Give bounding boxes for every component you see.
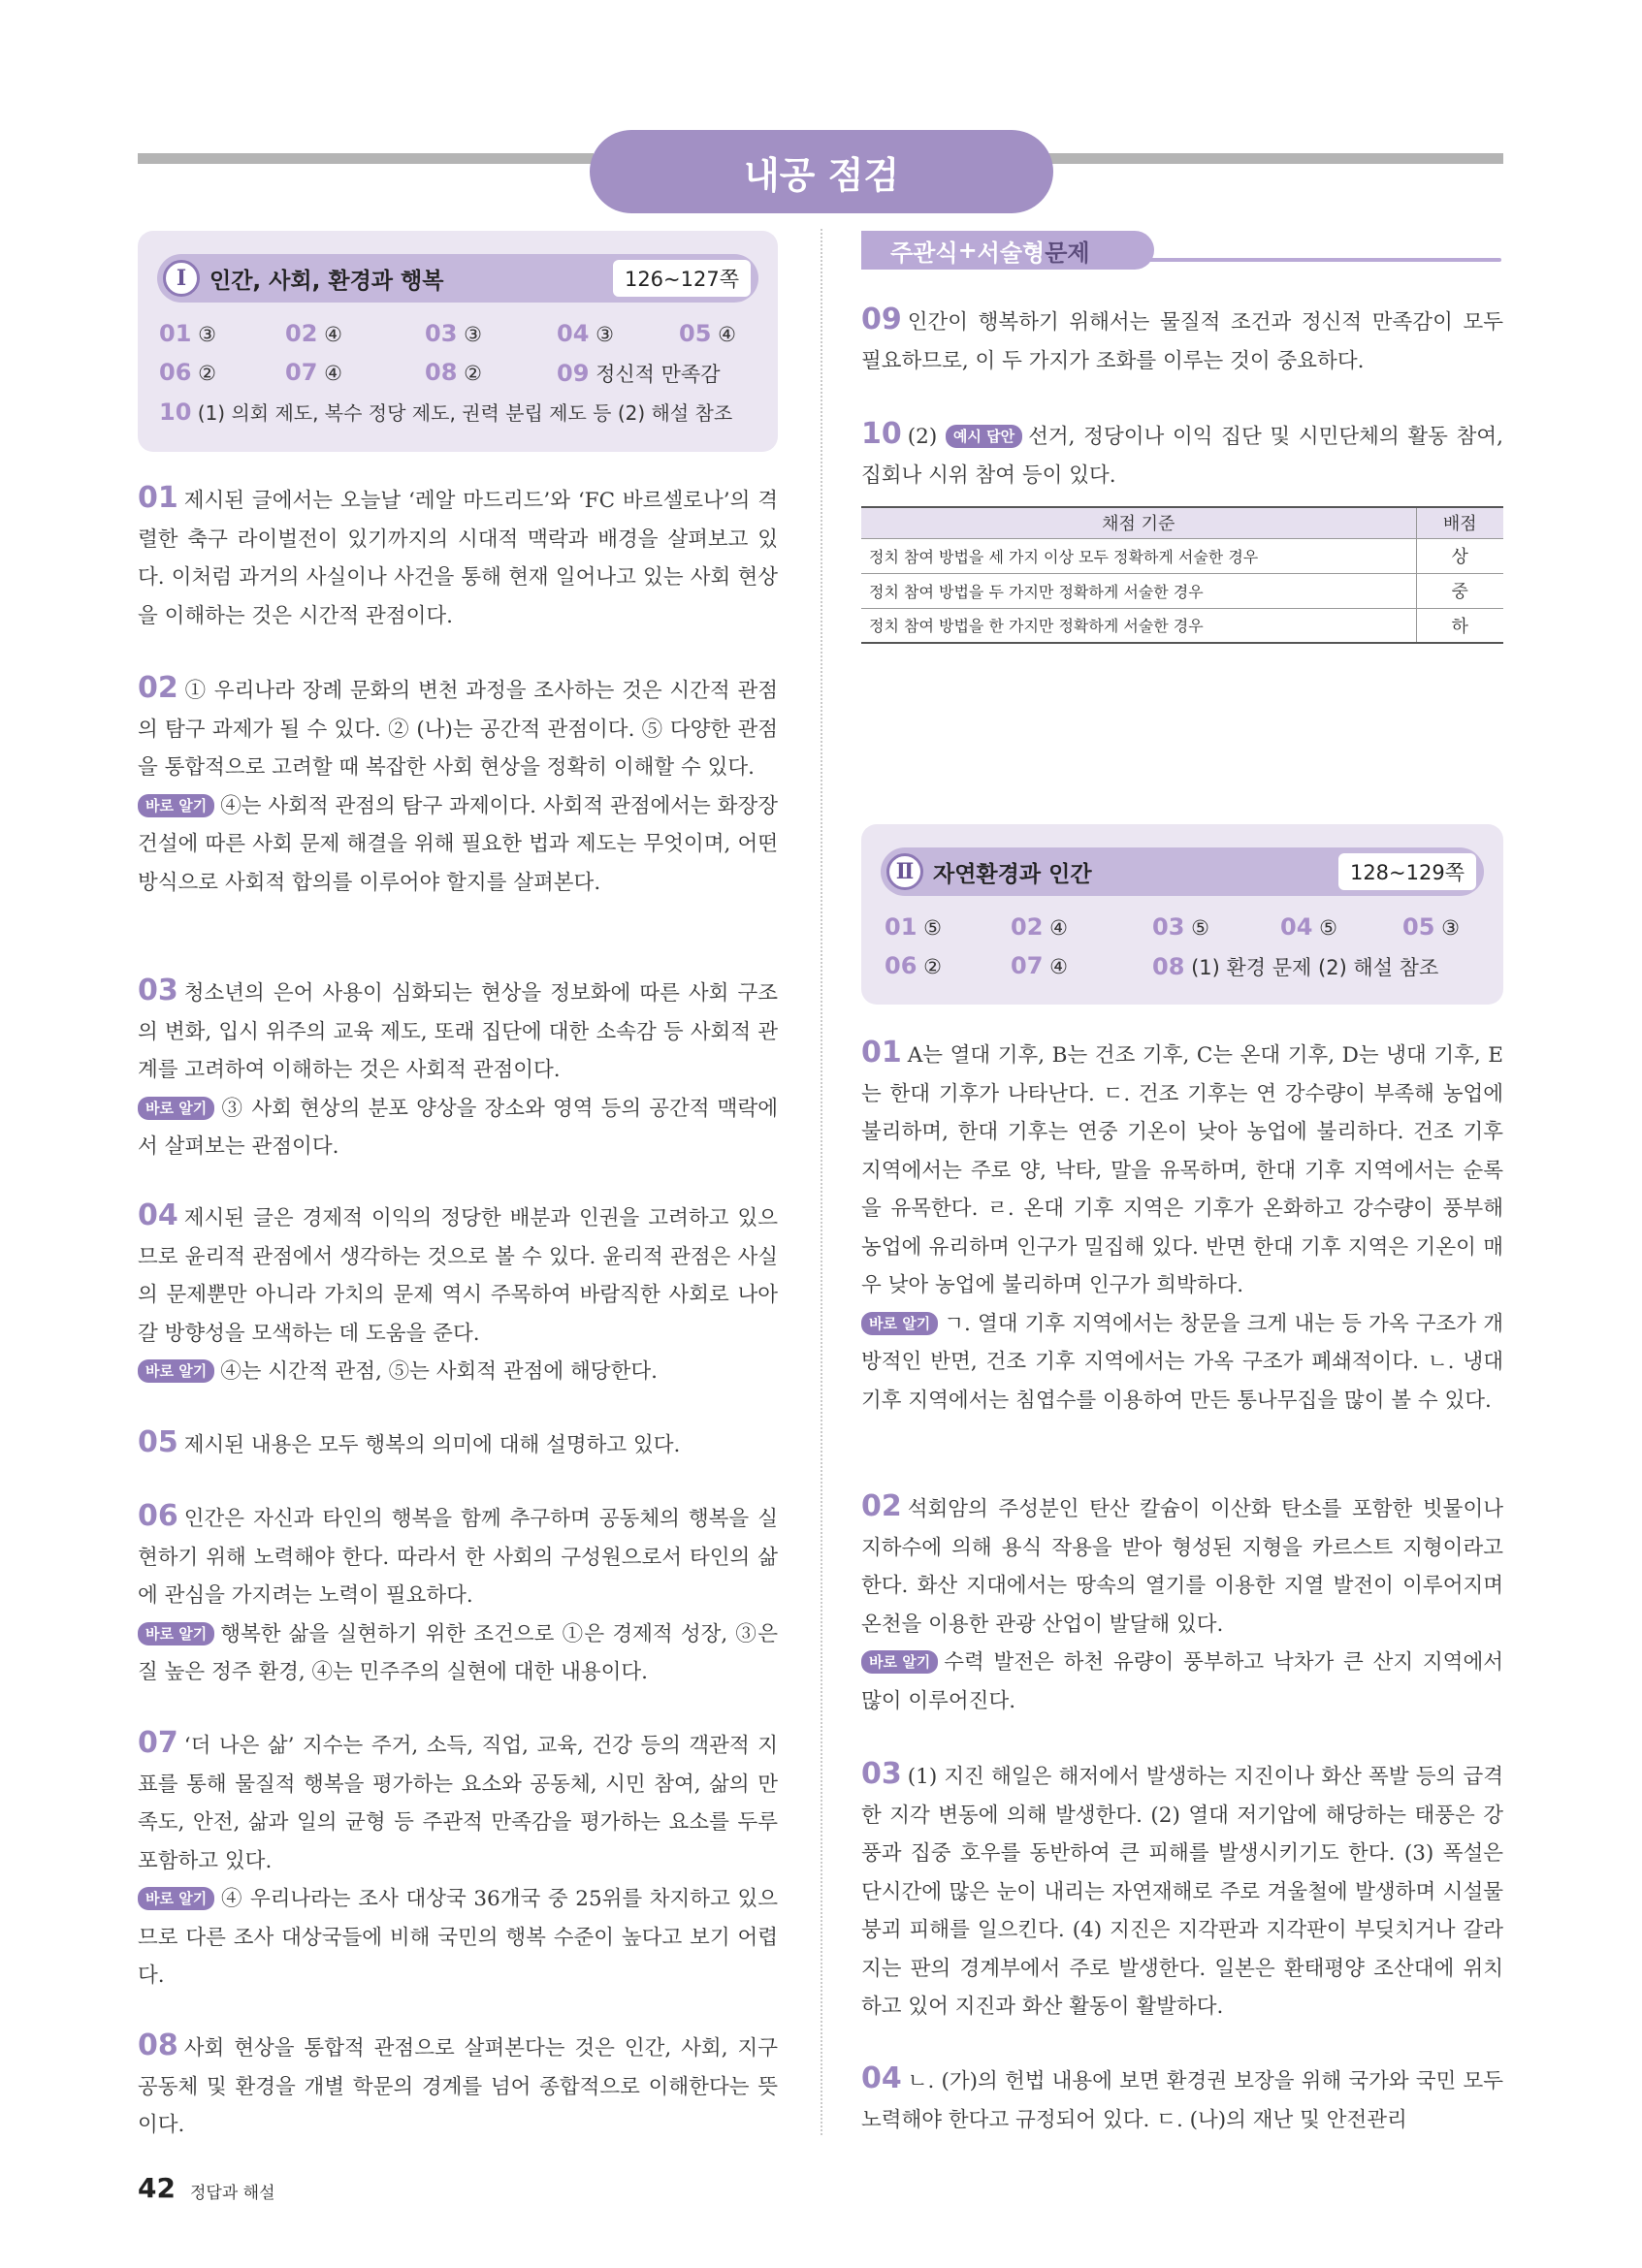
correction-tag: 바로 알기 xyxy=(138,1097,214,1120)
explanation-item: 03 (1) 지진 해일은 해저에서 발생하는 지진이나 화산 폭발 등의 급격한 지각 변동에 의해 발생한다. (2) 열대 저기압에 해당하는 태풍은 강풍과 집중 호우를 동반하여 큰 피해를 발생시키기도 한다. (3) 폭설은 단시간에 많은 눈이 내리는 자연재해로 주로 겨울철에 발생하며 시설물 붕괴 피해를 일으킨다. (4) 지진은 지각판과 지각판이 부딪치거나 갈라지는 판의 경계부에서 주로 발생한다. 일본은 환태평양 조산대에 위치하고 있어 지진과 화산 활동이 활발하다. xyxy=(861,1757,1503,2019)
page-range: 128~129쪽 xyxy=(1338,853,1476,890)
explanation-item: 02 ① 우리나라 장례 문화의 변천 과정을 조사하는 것은 시간적 관점의 탐구 과제가 될 수 있다. ② (나)는 공간적 관점이다. ⑤ 다양한 관점을 통합적으로 고려할 때 복잡한 사회 현상을 정확히 이해할 수 있다. 바로 알기 ④는 사회적 관점의 탐구 과제이다. 사회적 관점에서는 화장장 건설에 따른 사회 문제 해결을 위해 필요한 법과 제도는 무엇이며, 어떤 방식으로 사회적 합의를 이루어야 할지를 살펴본다. xyxy=(138,671,778,895)
unit-title: 인간, 사회, 환경과 행복 xyxy=(209,268,444,294)
correction-tag: 바로 알기 xyxy=(861,1650,938,1674)
answer-item: 01 ⑤ xyxy=(885,913,942,941)
explanation-item: 08 사회 현상을 통합적 관점으로 살펴본다는 것은 인간, 사회, 지구 공동체 및 환경을 개별 학문의 경계를 넘어 종합적으로 이해한다는 뜻이다. xyxy=(138,2028,778,2137)
table-row: 정치 참여 방법을 두 가지만 정확하게 서술한 경우 중 xyxy=(861,573,1503,608)
correction-tag: 바로 알기 xyxy=(138,1622,214,1645)
answer-item: 04 ⑤ xyxy=(1280,913,1337,941)
correction-tag: 바로 알기 xyxy=(138,1887,214,1910)
unit-number-badge: Ⅰ xyxy=(163,260,200,297)
subjective-answer: 10 (2) 예시 답안 선거, 정당이나 이익 집단 및 시민단체의 활동 참여, 집회나 시위 참여 등이 있다. xyxy=(861,417,1504,488)
explanation-item: 07 ‘더 나은 삶’ 지수는 주거, 소득, 직업, 교육, 건강 등의 객관적 지표를 통해 물질적 행복을 평가하는 요소와 공동체, 시민 참여, 삶의 만족도, 안전, 삶과 일의 균형 등 주관적 만족감을 평가하는 요소를 두루 포함하고 있다. 바로 알기 ④ 우리나라는 조사 대상국 36개국 중 25위를 차지하고 있으므로 다른 조사 대상국들에 비해 국민의 행복 수준이 높다고 보기 어렵다. xyxy=(138,1726,778,1988)
section-header-pill: 주관식 + 서술형 문제 xyxy=(861,231,1154,270)
explanation-item: 04 ㄴ. (가)의 헌법 내용에 보면 환경권 보장을 위해 국가와 국민 모두 노력해야 한다고 규정되어 있다. ㄷ. (나)의 재난 및 안전관리 xyxy=(861,2061,1503,2132)
answer-item: 06 ② xyxy=(885,952,942,979)
subjective-answer: 09 인간이 행복하기 위해서는 물질적 조건과 정신적 만족감이 모두 필요하므로, 이 두 가지가 조화를 이루는 것이 중요하다. xyxy=(861,303,1503,373)
page-range: 126~127쪽 xyxy=(613,260,751,297)
page-title: 내공 점검 xyxy=(590,130,1053,213)
section-header-rule xyxy=(1143,258,1501,262)
answer-box-title-bar xyxy=(881,847,1484,896)
answer-item: 06 ② xyxy=(159,359,216,386)
answer-box-unit-2 xyxy=(861,824,1503,1005)
explanation-item: 02 석회암의 주성분인 탄산 칼슘이 이산화 탄소를 포함한 빗물이나 지하수에 의해 용식 작용을 받아 형성된 지형을 카르스트 지형이라고 한다. 화산 지대에서는 땅속의 열기를 이용한 지열 발전이 이루어지며 온천을 이용한 관광 산업이 발달해 있다. 바로 알기 수력 발전은 하천 유량이 풍부하고 낙차가 큰 산지 지역에서 많이 이루어진다. xyxy=(861,1489,1503,1713)
section-header xyxy=(861,231,1503,270)
table-header: 채점 기준 xyxy=(861,507,1416,538)
explanation-item: 01 제시된 글에서는 오늘날 ‘레알 마드리드’와 ‘FC 바르셀로나’의 격렬한 축구 라이벌전이 있기까지의 시대적 맥락과 배경을 살펴보고 있다. 이처럼 과거의 사실이나 사건을 통해 현재 일어나고 있는 사회 현상을 이해하는 것은 시간적 관점이다. xyxy=(138,481,778,628)
explanation-item: 06 인간은 자신과 타인의 행복을 함께 추구하며 공동체의 행복을 실현하기 위해 노력해야 한다. 따라서 한 사회의 구성원으로서 타인의 삶에 관심을 가지려는 노력이 필요하다. 바로 알기 행복한 삶을 실현하기 위한 조건으로 ①은 경제적 성장, ③은 질 높은 정주 환경, ④는 민주주의 실현에 대한 내용이다. xyxy=(138,1499,778,1684)
answer-item: 05 ④ xyxy=(679,320,736,347)
unit-title: 자연환경과 인간 xyxy=(933,861,1092,887)
correction-tag: 바로 알기 xyxy=(861,1312,938,1335)
correction-tag: 바로 알기 xyxy=(138,1359,214,1383)
column-divider xyxy=(821,229,822,2135)
answer-item: 03 ③ xyxy=(425,320,482,347)
footer-label: 정답과 해설 xyxy=(190,2184,275,2203)
explanation-item: 03 청소년의 은어 사용이 심화되는 현상을 정보화에 따른 사회 구조의 변화, 입시 위주의 교육 제도, 또래 집단에 대한 소속감 등 사회적 관계를 고려하여 이해하는 것은 사회적 관점이다. 바로 알기 ③ 사회 현상의 분포 양상을 장소와 영역 등의 공간적 맥락에서 살펴보는 관점이다. xyxy=(138,974,778,1159)
explanation-item: 05 제시된 내용은 모두 행복의 의미에 대해 설명하고 있다. xyxy=(138,1425,681,1459)
correction-tag: 바로 알기 xyxy=(138,794,214,817)
answer-item: 07 ④ xyxy=(285,359,342,386)
header-rule-left xyxy=(138,153,594,164)
header-rule-right xyxy=(1047,153,1503,164)
table-header: 배점 xyxy=(1416,507,1503,538)
answer-item: 08 (1) 환경 문제 (2) 해설 참조 xyxy=(1152,953,1439,980)
answer-item: 08 ② xyxy=(425,359,482,386)
answer-item: 07 ④ xyxy=(1011,952,1068,979)
explanation-item: 04 제시된 글은 경제적 이익의 정당한 배분과 인권을 고려하고 있으므로 윤리적 관점에서 생각하는 것으로 볼 수 있다. 윤리적 관점은 사실의 문제뿐만 아니라 가치의 문제 역시 주목하여 바람직한 사회로 나아갈 방향성을 모색하는 데 도움을 준다. 바로 알기 ④는 시간적 관점, ⑤는 사회적 관점에 해당한다. xyxy=(138,1198,778,1384)
answer-item: 03 ⑤ xyxy=(1152,913,1209,941)
unit-number-badge: Ⅱ xyxy=(886,853,923,890)
scoring-table xyxy=(861,506,1503,644)
page-number: 42 xyxy=(138,2172,176,2204)
answer-item: 05 ③ xyxy=(1402,913,1460,941)
answer-item: 01 ③ xyxy=(159,320,216,347)
sample-answer-tag: 예시 답안 xyxy=(946,425,1022,448)
table-row: 정치 참여 방법을 한 가지만 정확하게 서술한 경우 하 xyxy=(861,608,1503,643)
answer-item: 02 ④ xyxy=(1011,913,1068,941)
answer-item: 10 (1) 의회 제도, 복수 정당 제도, 권력 분립 제도 등 (2) 해설 참조 xyxy=(159,399,733,426)
answer-item: 02 ④ xyxy=(285,320,342,347)
answer-box-unit-1 xyxy=(138,231,778,452)
answer-item: 09 정신적 만족감 xyxy=(557,360,721,387)
explanation-item: 01 A는 열대 기후, B는 건조 기후, C는 온대 기후, D는 냉대 기후, E는 한대 기후가 나타난다. ㄷ. 건조 기후는 연 강수량이 부족해 농업에 불리하며, 한대 기후는 연중 기온이 낮아 농업에 불리하다. 건조 기후 지역에서는 주로 양, 낙타, 말을 유목하며, 한대 기후 지역에서는 순록을 유목한다. ㄹ. 온대 기후 지역은 기후가 온화하고 강수량이 풍부해 농업에 유리하며 인구가 밀집해 있다. 반면 한대 기후 지역은 기온이 매우 낮아 농업에 불리하며 인구가 희박하다. 바로 알기 ㄱ. 열대 기후 지역에서는 창문을 크게 내는 등 가옥 구조가 개방적인 반면, 건조 기후 지역에서는 가옥 구조가 폐쇄적이다. ㄴ. 냉대 기후 지역에서는 침엽수를 이용하여 만든 통나무집을 많이 볼 수 있다. xyxy=(861,1036,1503,1413)
table-row: 정치 참여 방법을 세 가지 이상 모두 정확하게 서술한 경우 상 xyxy=(861,538,1503,573)
answer-box-title-bar xyxy=(157,254,758,303)
answer-item: 04 ③ xyxy=(557,320,614,347)
